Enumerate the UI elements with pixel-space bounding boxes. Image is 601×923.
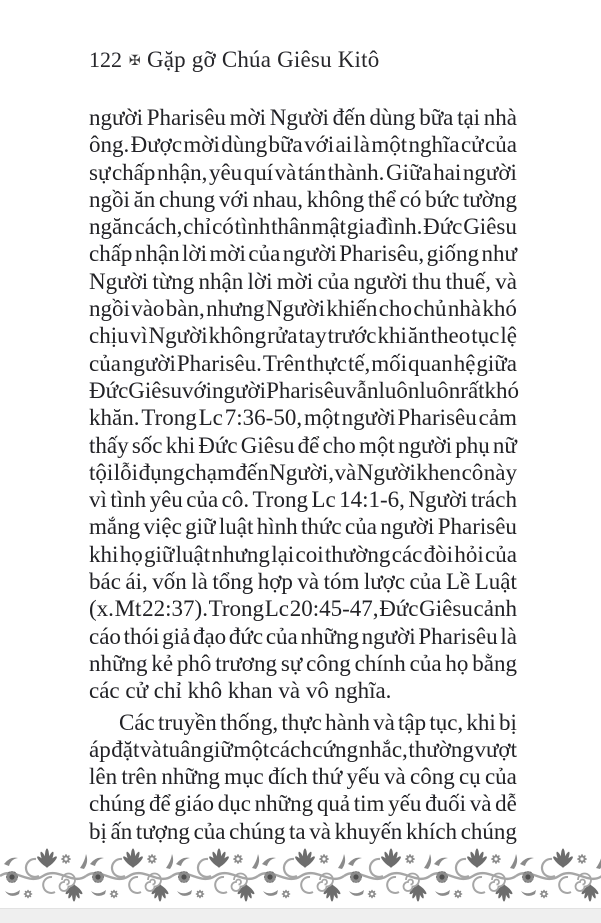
floral-ornament-border xyxy=(0,846,601,906)
text-line: sự chấp nhận, yêu quí và tán thành. Giữa hai người xyxy=(89,159,517,185)
text-line: vì tình yêu của cô. Trong Lc 14:1-6, Người trách xyxy=(89,487,517,513)
text-line: lên trên những mục đích thứ yếu và công cụ của xyxy=(89,764,517,790)
page-number: 122 xyxy=(89,47,122,72)
text-line: Đức Giêsu với người Pharisêu vẫn luôn luôn rất khó xyxy=(89,377,520,403)
text-line: (x. Mt 22:37). Trong Lc 20:45-47, Đức Giêsu cảnh xyxy=(89,596,517,622)
text-line: cáo thói giả đạo đức của những người Pharisêu là xyxy=(89,623,517,649)
text-line: người Pharisêu mời Người đến dùng bữa tại nhà xyxy=(89,105,517,130)
text-line: bị ấn tượng của chúng ta và khuyến khích chúng xyxy=(89,818,517,844)
paragraph xyxy=(89,709,517,845)
text-line: chúng để giáo dục những quả tim yếu đuối và dễ xyxy=(89,791,517,817)
body-text xyxy=(89,104,520,845)
book-title: Gặp gỡ Chúa Giêsu Kitô xyxy=(146,47,380,72)
text-line: tội lỗi đụng chạm đến Người, và Người khen cô này xyxy=(89,459,517,485)
text-line: các cử chỉ khô khan và vô nghĩa. xyxy=(89,678,392,704)
text-line: bác ái, vốn là tổng hợp và tóm lược của Lề Luật xyxy=(89,569,517,595)
maltese-cross-icon: ✠ xyxy=(129,53,141,69)
text-line: áp đặt và tuân giữ một cách cứng nhắc, thường vượt xyxy=(89,736,517,762)
text-line: ông. Được mời dùng bữa với ai là một nghĩa cử của xyxy=(89,132,517,158)
text-line: Người từng nhận lời mời của người thu thuế, và xyxy=(89,268,517,294)
text-line: ngồi ăn chung với nhau, không thể có bức tường xyxy=(89,186,517,212)
text-line: chịu vì Người không rửa tay trước khi ăn theo tục lệ xyxy=(89,323,517,349)
text-line: chấp nhận lời mời của người Pharisêu, giống như xyxy=(89,241,517,267)
text-line: của người Pharisêu. Trên thực tế, mối quan hệ giữa xyxy=(89,350,517,376)
text-line: mắng việc giữ luật hình thức của người Pharisêu xyxy=(89,514,517,540)
text-line: khăn. Trong Lc 7:36-50, một người Pharisêu cảm xyxy=(89,405,517,431)
text-line: thấy sốc khi Đức Giêsu để cho một người phụ nữ xyxy=(89,432,517,458)
bottom-bar xyxy=(0,908,601,923)
text-line: khi họ giữ luật nhưng lại coi thường các đòi hỏi của xyxy=(89,541,517,567)
text-line: những kẻ phô trương sự công chính của họ bằng xyxy=(89,650,517,676)
floral-ornament-svg xyxy=(0,846,601,906)
paragraph xyxy=(89,104,520,705)
running-header xyxy=(89,47,517,73)
text-line: ngăn cách, chỉ có tình thân mật gia đình. Đức Giêsu xyxy=(89,214,517,240)
text-line: Các truyền thống, thực hành và tập tục, khi bị xyxy=(119,709,517,735)
text-line: ngồi vào bàn, nhưng Người khiến cho chủ nhà khó xyxy=(89,296,517,322)
